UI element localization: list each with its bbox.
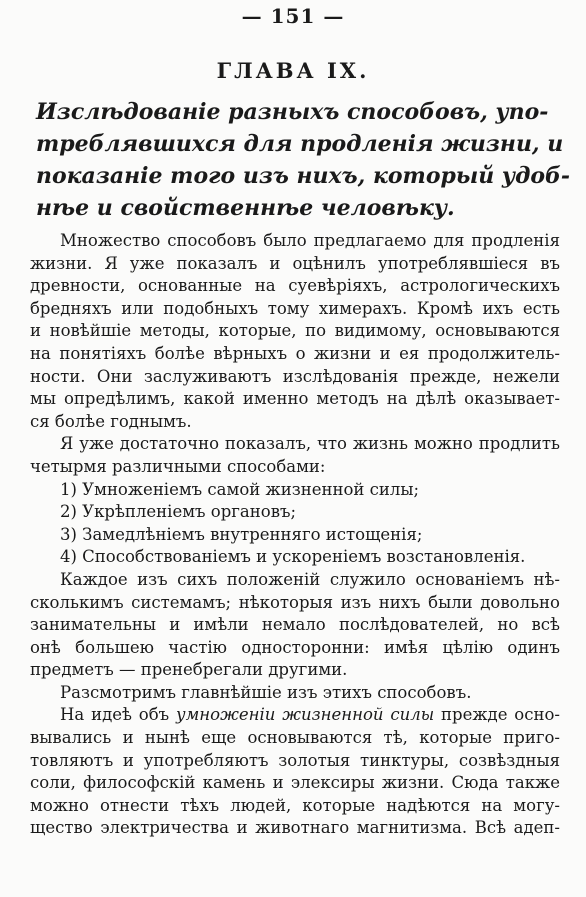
page-number: — 151 —	[241, 4, 345, 28]
text-span: прежде осно-	[434, 705, 560, 725]
paragraph-5	[30, 704, 560, 840]
chapter-heading	[36, 96, 571, 224]
text-line: вывались и нынѣ еще основываются тѣ, которые приго-	[30, 728, 560, 748]
heading-line: треблявшихся для продленія жизни, и	[36, 131, 564, 157]
list-item: 3) Замедлѣніемъ внутренняго истощенія;	[60, 524, 423, 544]
heading-line: Изслѣдованіе разныхъ способовъ, упо-	[36, 99, 549, 125]
heading-line: нѣе и свойственнѣе человѣку.	[36, 195, 455, 221]
text-line: жизни. Я уже показалъ и оцѣнилъ употреблявшіеся въ	[30, 253, 560, 273]
paragraph-4	[30, 682, 560, 705]
text-line: сколькимъ системамъ; нѣкоторыя изъ нихъ были довольно	[30, 592, 560, 612]
list-item: 1) Умноженіемъ самой жизненной силы;	[60, 479, 420, 499]
methods-list	[30, 479, 560, 569]
paragraph-1	[30, 230, 560, 433]
text-line: ся болѣе годнымъ.	[30, 411, 192, 431]
text-line: ности. Они заслуживаютъ изслѣдованія прежде, нежели	[30, 366, 560, 386]
text-line: Множество способовъ было предлагаемо для продленія	[60, 231, 560, 250]
text-line: предметъ — пренебрегали другими.	[30, 660, 348, 680]
text-line: товляютъ и употребляютъ золотыя тинктуры, созвѣздныя	[30, 750, 560, 770]
text-line: можно отнести тѣхъ людей, которые надѣются на могу-	[30, 795, 560, 815]
paragraph-3	[30, 569, 560, 682]
paragraph-2	[30, 433, 560, 478]
text-line: занимательны и имѣли немало послѣдователей, но всѣ	[30, 615, 560, 635]
heading-line: показаніе того изъ нихъ, который удоб-	[36, 163, 571, 189]
text-line: соли, философскій камень и элексиры жизни. Сюда также	[30, 773, 560, 793]
text-line: четырмя различными способами:	[30, 456, 326, 476]
list-item: 2) Укрѣпленіемъ органовъ;	[60, 502, 297, 522]
text-span: На идеѣ объ	[60, 705, 177, 725]
body-text	[30, 230, 560, 840]
text-line: щество электричества и животнаго магнитизма. Всѣ адеп-	[30, 818, 560, 838]
text-line: Я уже достаточно показалъ, что жизнь можно продлить	[60, 434, 560, 454]
italic-phrase: умноженіи жизненной силы	[176, 705, 435, 725]
text-line: Каждое изъ сихъ положеній служило основаніемъ нѣ-	[60, 569, 560, 589]
list-item: 4) Способствованіемъ и ускореніемъ возстановленія.	[60, 547, 526, 567]
text-line: мы опредѣлимъ, какой именно методъ на дѣлѣ оказывает-	[30, 389, 560, 409]
text-line: древности, основанные на суевѣріяхъ, астрологическихъ	[30, 276, 560, 296]
text-line: онѣ большею частію односторонни: имѣя цѣлію одинъ	[30, 637, 560, 657]
text-line: на понятіяхъ болѣе вѣрныхъ о жизни и ея продолжитель-	[30, 343, 560, 363]
text-line	[30, 704, 560, 727]
text-line: Разсмотримъ главнѣйшіе изъ этихъ способовъ.	[60, 682, 472, 702]
text-line: бредняхъ или подобныхъ тому химерахъ. Кромѣ ихъ есть	[30, 298, 560, 318]
text-line: и новѣйшіе методы, которые, по видимому, основываются	[30, 321, 560, 341]
chapter-title: ГЛАВА IX.	[216, 58, 370, 83]
